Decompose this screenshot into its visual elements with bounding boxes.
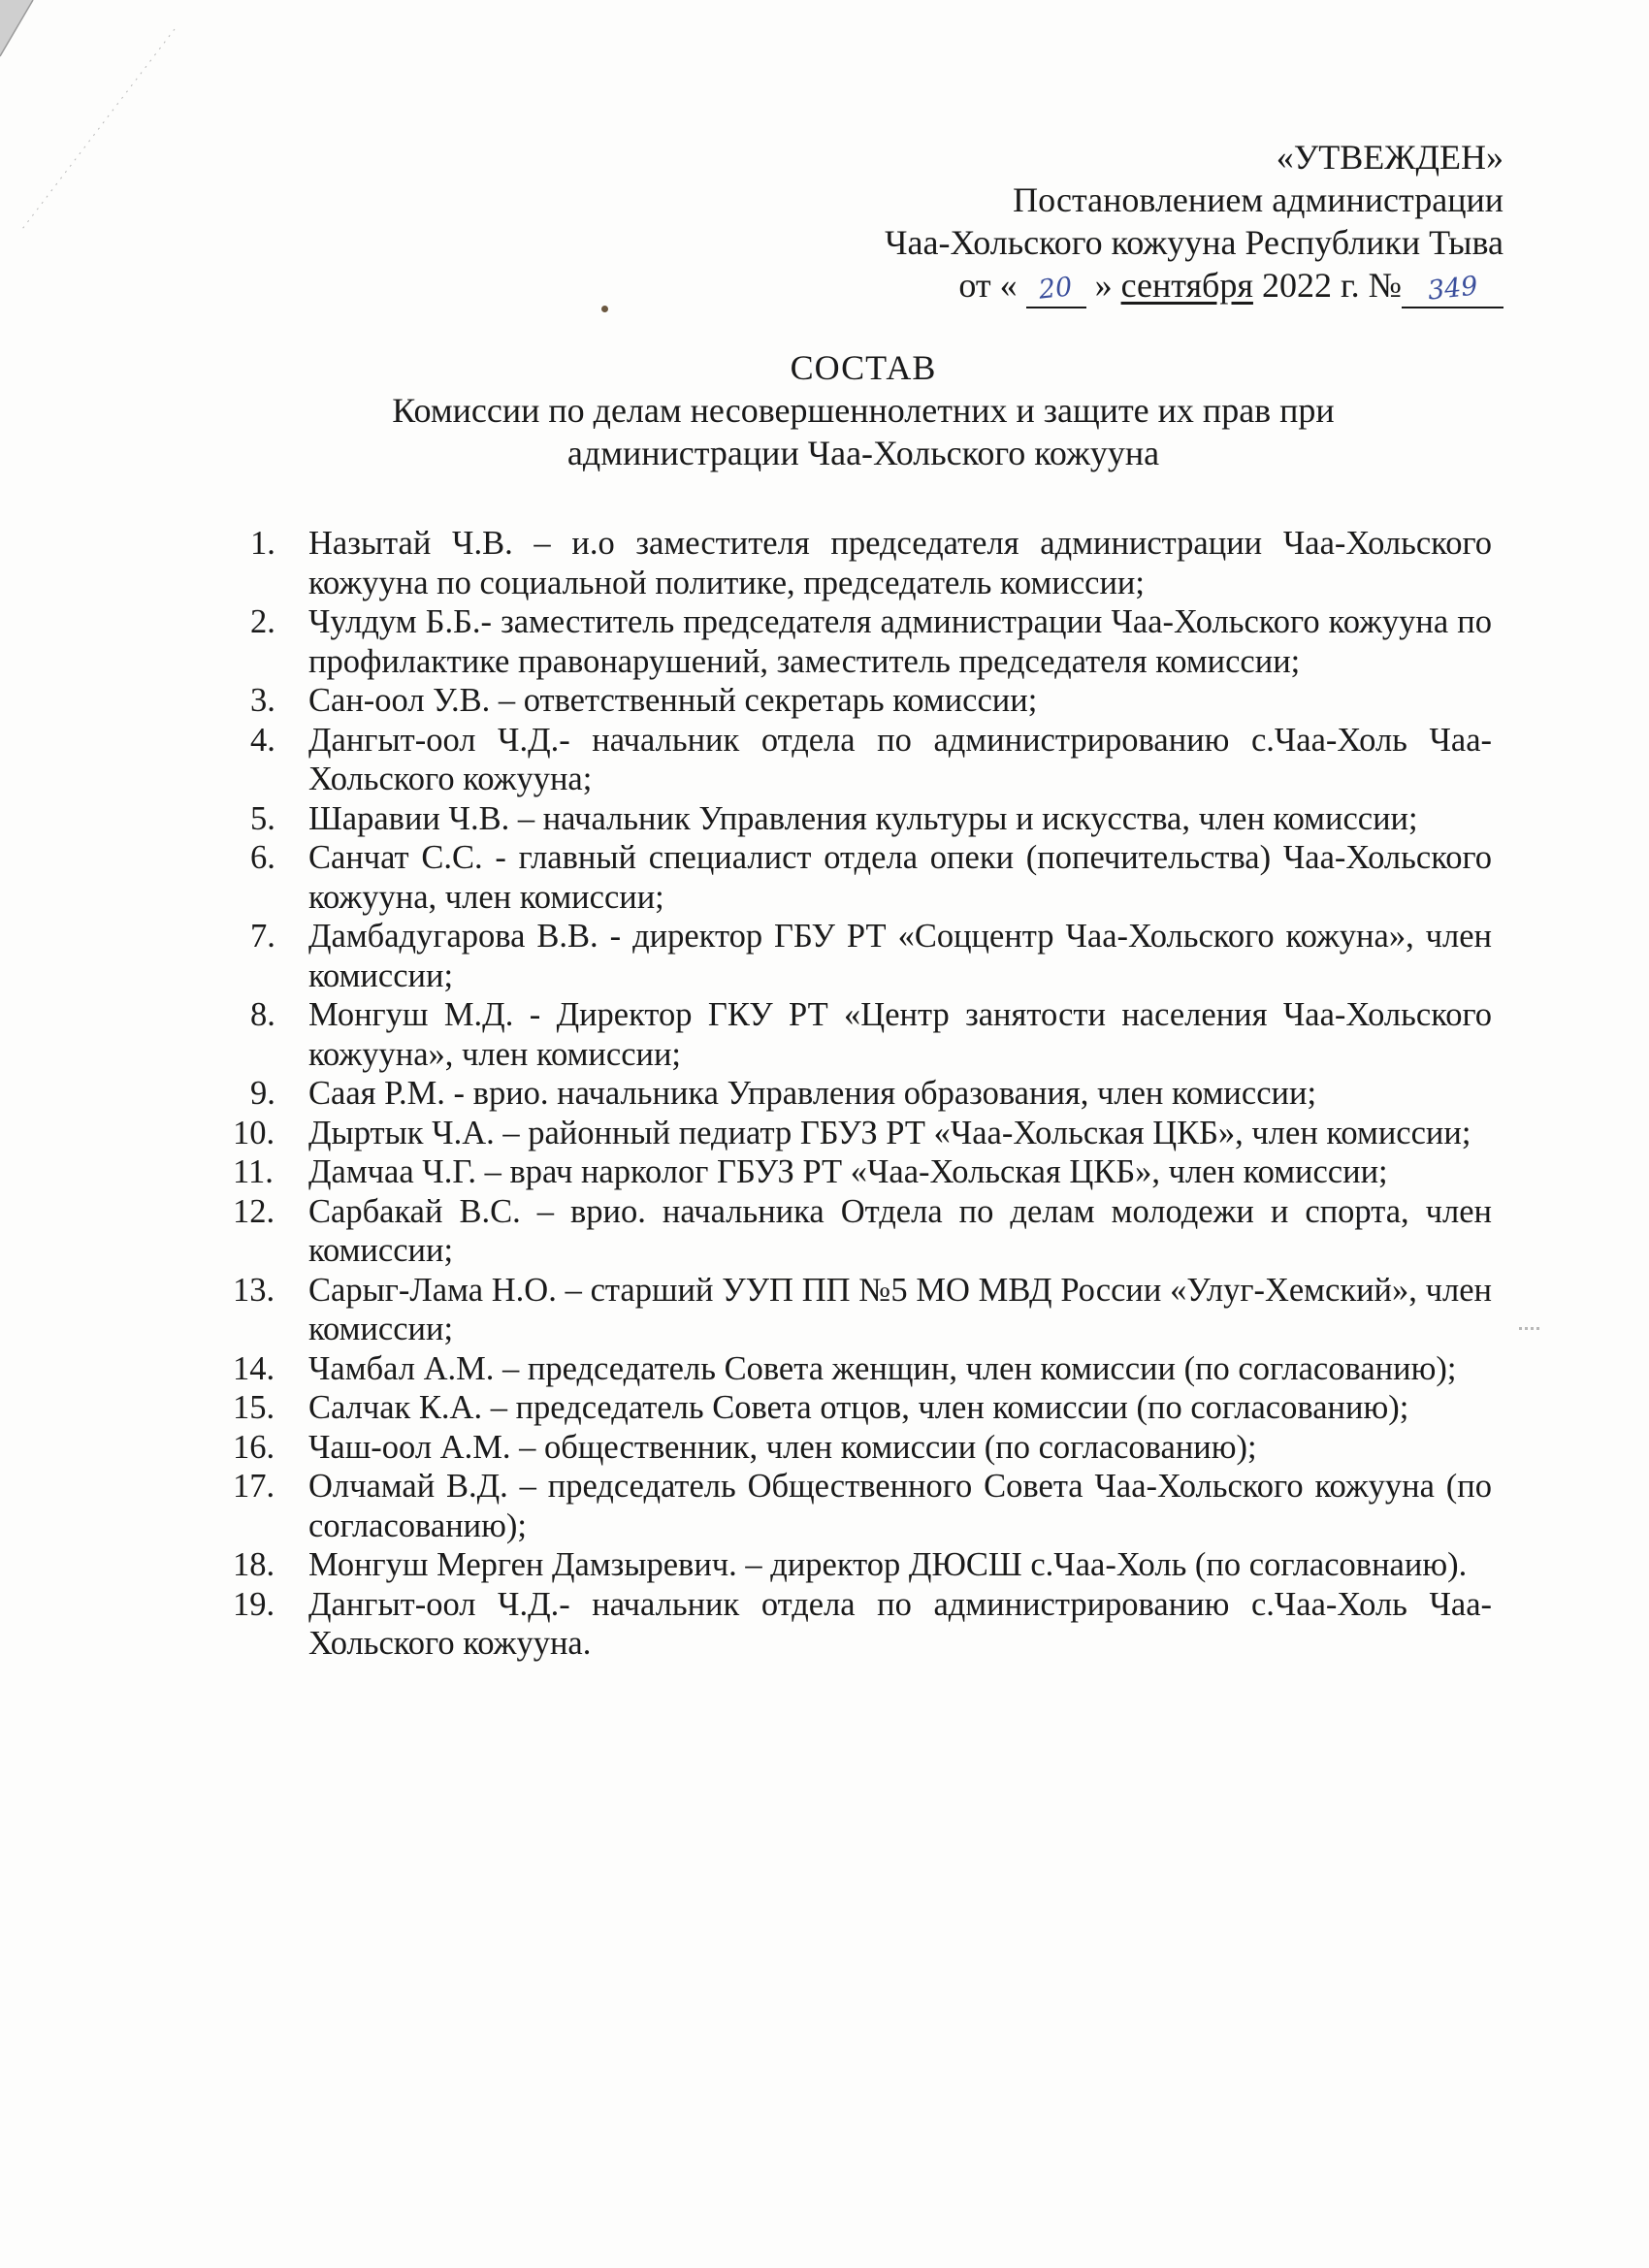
date-middle: »: [1094, 266, 1113, 305]
doc-number-handwritten: 349: [1426, 271, 1479, 307]
member-item: [233, 1114, 1492, 1153]
member-item: [233, 1388, 1492, 1428]
member-text: Олчамай В.Д. – председатель Общественного Совета Чаа-Хольского кожууна (по согласованию);: [308, 1468, 1492, 1544]
approval-line-2: Чаа-Хольского кожууна Республики Тыва: [885, 223, 1504, 262]
date-prefix: от «: [958, 266, 1018, 305]
member-item: [250, 838, 1492, 917]
member-item: [233, 1192, 1492, 1271]
member-item: [233, 1585, 1492, 1664]
member-number: 10.: [233, 1114, 275, 1151]
member-text: Салчак К.А. – председатель Совета отцов, член комиссии (по согласованию);: [308, 1389, 1409, 1426]
member-text: Дамчаа Ч.Г. – врач нарколог ГБУЗ РТ «Чаа-Хольская ЦКБ», член комиссии;: [308, 1153, 1388, 1190]
member-number: 4.: [250, 721, 275, 759]
approval-line-1: Постановлением администрации: [1013, 180, 1504, 219]
member-text: Шаравии Ч.В. – начальник Управления культуры и искусства, член комиссии;: [308, 799, 1418, 837]
member-item: [250, 799, 1492, 839]
member-text: Чулдум Б.Б.- заместитель председателя администрации Чаа-Хольского кожууна по профилактике правонарушений, заместитель председателя комиссии;: [308, 603, 1492, 680]
member-text: Чамбал А.М. – председатель Совета женщин, член комиссии (по согласованию);: [308, 1349, 1457, 1387]
member-item: [250, 524, 1492, 602]
member-number: 18.: [233, 1546, 275, 1583]
heading-subtitle-1: Комиссии по делам несовершеннолетних и защите их прав при: [392, 391, 1335, 430]
member-text: Чаш-оол А.М. – общественник, член комиссии (по согласованию);: [308, 1428, 1257, 1466]
member-number: 1.: [250, 525, 275, 562]
member-number: 6.: [250, 839, 275, 876]
member-text: Дангыт-оол Ч.Д.- начальник отдела по администрированию с.Чаа-Холь Чаа-Хольского кожууна.: [308, 1585, 1492, 1662]
member-number: 17.: [233, 1468, 275, 1505]
member-number: 14.: [233, 1349, 275, 1387]
member-text: Санчат С.С. - главный специалист отдела опеки (попечительства) Чаа-Хольского кожууна, член комиссии;: [308, 839, 1492, 916]
member-number: 11.: [233, 1153, 274, 1190]
member-item: [250, 681, 1492, 721]
date-day-handwritten: 20: [1037, 272, 1075, 306]
heading-subtitle-2: администрации Чаа-Хольского кожууна: [566, 434, 1160, 472]
scan-speck: [1519, 1327, 1540, 1330]
member-text: Монгуш М.Д. - Директор ГКУ РТ «Центр занятости населения Чаа-Хольского кожууна», член комиссии;: [308, 996, 1492, 1073]
member-text: Дамбадугарова В.В. - директор ГБУ РТ «Соццентр Чаа-Хольского кожуна», член комиссии;: [308, 918, 1492, 994]
document-heading: [194, 346, 1533, 474]
members-list: [233, 524, 1492, 1664]
member-text: Сарыг-Лама Н.О. – старший УУП ПП №5 МО МВД России «Улуг-Хемский», член комиссии;: [308, 1271, 1492, 1347]
member-item: [233, 1545, 1492, 1585]
approval-title: «УТВЕЖДЕН»: [1276, 138, 1504, 177]
member-text: Дангыт-оол Ч.Д.- начальник отдела по администрированию с.Чаа-Холь Чаа-Хольского кожууна;: [308, 721, 1492, 797]
member-number: 16.: [233, 1428, 275, 1466]
member-item: [233, 1428, 1492, 1468]
member-text: Назытай Ч.В. – и.о заместителя председателя администрации Чаа-Хольского кожууна по социальной политике, председатель комиссии;: [308, 525, 1492, 601]
ink-dot: [601, 306, 608, 312]
member-number: 2.: [250, 603, 275, 640]
member-item: [250, 721, 1492, 799]
member-item: [233, 1349, 1492, 1389]
member-number: 13.: [233, 1271, 275, 1309]
heading-title: СОСТАВ: [790, 348, 937, 387]
member-number: 9.: [250, 1075, 275, 1112]
member-text: Дыртык Ч.А. – районный педиатр ГБУЗ РТ «Чаа-Хольская ЦКБ», член комиссии;: [308, 1114, 1471, 1151]
member-item: [233, 1152, 1492, 1192]
member-number: 3.: [250, 682, 275, 719]
member-text: Саая Р.М. - врио. начальника Управления образования, член комиссии;: [308, 1075, 1317, 1112]
member-item: [250, 917, 1492, 995]
member-number: 19.: [233, 1585, 275, 1623]
member-text: Монгуш Мерген Дамзыревич. – директор ДЮСШ с.Чаа-Холь (по согласовнаию).: [308, 1546, 1468, 1583]
member-item: [250, 602, 1492, 681]
date-day-field: [1026, 268, 1086, 308]
scan-edge-artifact: [0, 0, 223, 252]
member-number: 7.: [250, 918, 275, 955]
approval-block: [885, 136, 1504, 308]
member-item: [250, 1074, 1492, 1114]
member-number: 8.: [250, 996, 275, 1033]
date-year: 2022 г. №: [1261, 266, 1402, 305]
approval-date-line: [885, 264, 1504, 308]
member-number: 5.: [250, 799, 275, 837]
member-text: Сарбакай В.С. – врио. начальника Отдела по делам молодежи и спорта, член комиссии;: [308, 1192, 1492, 1269]
member-number: 12.: [233, 1192, 275, 1230]
member-item: [233, 1271, 1492, 1349]
member-number: 15.: [233, 1389, 275, 1426]
member-item: [250, 995, 1492, 1074]
member-item: [233, 1467, 1492, 1545]
doc-number-field: [1402, 268, 1504, 308]
date-month: сентября: [1120, 266, 1253, 305]
member-text: Сан-оол У.В. – ответственный секретарь комиссии;: [308, 682, 1038, 719]
